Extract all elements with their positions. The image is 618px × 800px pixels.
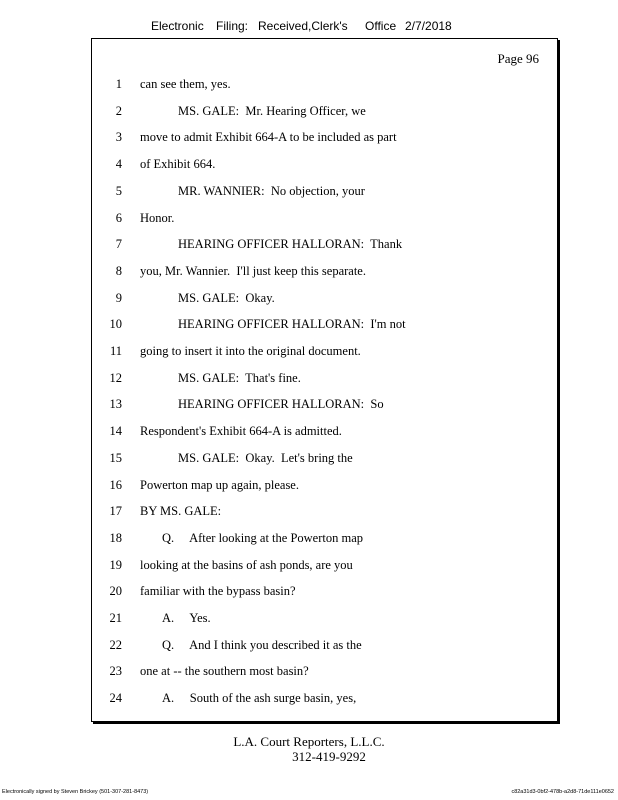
line-number: 12 (109, 370, 122, 385)
line-number: 10 (109, 317, 122, 332)
transcript-line (92, 662, 557, 680)
line-text: move to admit Exhibit 664-A to be included as part (140, 130, 397, 145)
transcript-line (92, 476, 557, 494)
line-number: 14 (109, 424, 122, 439)
transcript-line (92, 449, 557, 467)
line-text: looking at the basins of ash ponds, are you (140, 557, 353, 572)
line-text: Q. And I think you described it as the (162, 637, 362, 652)
line-number: 9 (115, 290, 122, 305)
transcript-page (91, 38, 558, 722)
line-number: 2 (115, 103, 122, 118)
transcript-line (92, 262, 557, 280)
footer-company: L.A. Court Reporters, L.L.C. (233, 734, 385, 749)
line-text: familiar with the bypass basin? (140, 584, 296, 599)
signature-left: Electronically signed by Steven Brickey (501-307-281-8473) (2, 789, 149, 795)
line-text: Honor. (140, 210, 175, 225)
transcript-line (92, 102, 557, 120)
transcript-line (92, 182, 557, 200)
transcript-line (92, 422, 557, 440)
line-number: 8 (115, 263, 122, 278)
line-text: MS. GALE: Okay. Let's bring the (178, 450, 353, 465)
line-text: MS. GALE: Okay. (178, 290, 275, 305)
filing-stamp (0, 19, 618, 37)
footer-phone: 312-419-9292 (292, 749, 366, 764)
line-text: HEARING OFFICER HALLORAN: Thank (178, 237, 403, 252)
line-number: 18 (109, 530, 122, 545)
line-text: you, Mr. Wannier. I'll just keep this separate. (140, 263, 366, 278)
line-text: one at -- the southern most basin? (140, 664, 309, 679)
line-number: 22 (109, 637, 122, 652)
transcript-line (92, 155, 557, 173)
transcript-line (92, 689, 557, 707)
stamp-date: 2/7/2018 (405, 19, 452, 33)
line-text: HEARING OFFICER HALLORAN: So (178, 397, 384, 412)
line-number: 13 (109, 397, 122, 412)
transcript-line (92, 289, 557, 307)
stamp-electronic: Electronic (151, 19, 204, 33)
line-text: HEARING OFFICER HALLORAN: I'm not (178, 317, 406, 332)
transcript-line (92, 529, 557, 547)
line-text: A. Yes. (162, 611, 211, 625)
line-number: 6 (115, 210, 122, 225)
line-text: MS. GALE: That's fine. (178, 370, 301, 385)
transcript-line (92, 369, 557, 387)
transcript-line (92, 75, 557, 93)
line-number: 20 (109, 584, 122, 599)
transcript-line (92, 582, 557, 600)
line-number: 17 (109, 504, 122, 519)
line-text: can see them, yes. (140, 77, 231, 91)
transcript-line (92, 556, 557, 574)
transcript-line (92, 636, 557, 654)
transcript-line (92, 502, 557, 520)
line-number: 11 (109, 344, 122, 358)
line-text: MR. WANNIER: No objection, your (178, 183, 365, 198)
stamp-office: Office (365, 19, 397, 33)
line-text: of Exhibit 664. (140, 157, 216, 172)
transcript-line (92, 315, 557, 333)
line-text: A. South of the ash surge basin, yes, (162, 691, 357, 706)
line-text: Q. After looking at the Powerton map (162, 530, 364, 545)
transcript-line (92, 209, 557, 227)
line-number: 15 (109, 450, 122, 465)
stamp-filing: Filing: (216, 19, 249, 33)
line-number: 19 (109, 557, 122, 572)
transcript-line (92, 609, 557, 627)
line-number: 23 (109, 664, 122, 679)
line-number: 21 (109, 611, 122, 625)
line-number: 4 (115, 157, 122, 172)
line-number: 3 (115, 130, 122, 145)
page-number: Page 96 (497, 51, 539, 66)
signature-right: c82a31d3-0bf2-478b-a2d8-71de111e0652 (511, 789, 614, 795)
line-text: BY MS. GALE: (140, 504, 222, 519)
transcript-line (92, 342, 557, 360)
line-number: 1 (115, 77, 122, 91)
stamp-received: Received,Clerk's (258, 19, 348, 33)
line-number: 16 (109, 477, 122, 492)
line-number: 5 (115, 183, 122, 198)
line-number: 24 (109, 691, 122, 706)
line-number: 7 (115, 237, 122, 252)
line-text: going to insert it into the original document. (140, 344, 361, 358)
line-text: Powerton map up again, please. (140, 477, 299, 492)
transcript-line (92, 395, 557, 413)
line-text: MS. GALE: Mr. Hearing Officer, we (178, 103, 366, 118)
transcript-line (92, 128, 557, 146)
line-text: Respondent's Exhibit 664-A is admitted. (140, 424, 342, 439)
transcript-line (92, 235, 557, 253)
